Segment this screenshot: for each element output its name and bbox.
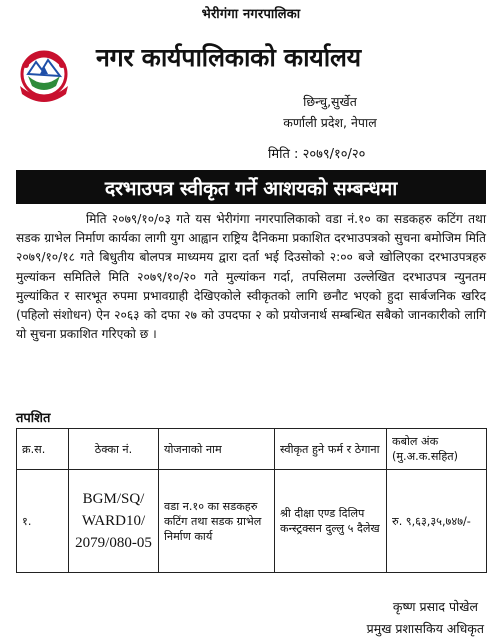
notice-body: [16, 210, 486, 344]
address-line-2: कर्णाली प्रदेश, नेपाल: [283, 115, 377, 130]
cell-contract-no: BGM/SQ/ WARD10/ 2079/080-05: [69, 470, 159, 573]
cell-serial: १.: [17, 470, 69, 573]
table-header-row: [17, 429, 487, 470]
municipality-name: भेरीगंगा नगरपालिका: [201, 7, 301, 22]
table-row: [17, 470, 487, 573]
address-line-1: छिन्चु,सुर्खेत: [303, 94, 357, 109]
col-header-project-name: योजनाको नाम: [159, 429, 275, 470]
col-header-serial: क्र.स.: [17, 429, 69, 470]
notice-title: दरभाउपत्र स्वीकृत गर्ने आशयको सम्बन्धमा: [104, 176, 398, 200]
notice-body-text: मिति २०७९/१०/०३ गते यस भेरीगंगा नगरपालिकाको वडा नं.१० का सडकहरु कटिंग तथा सडक ग्राभेल निर्माण कार्यका लागी युग आह्वान राष्ट्रिय दैनिकमा प्रकाशित दरभाउपत्रको सुचना बमोजिम मिति २०७९/१०/१८ गते बिधुतीय बोलपत्र माध्यमय द्वारा दर्ता भई दिउसोको २:०० बजे खोलिएका दरभाउपत्रहरु मुल्यांकन समितिले मिति २०७९/१०/२० गते मुल्यांकन गर्दा, तपसिलमा उल्लेखित दरभाउपत्र न्युनतम मुल्यांकित र सारभूत रुपमा प्रभावग्राही देखिएकोले स्वीकृतको लागि छनौट भएको हुदा सार्बजनिक खरिद (पहिलो संशोधन) ऐन २०६३ को दफा २७ को उपदफा २ को प्रयोजनार्थ सम्बन्धित सबैको जानकारीको लागि यो सुचना प्रकाशित गरिएको छ ।: [16, 212, 486, 342]
cell-bid-amount: रु. ९,६३,३५,७४७/-: [387, 470, 487, 573]
signatory-title: प्रमुख प्रशासकिय अधिकृत: [366, 621, 484, 636]
signatory-name: कृष्ण प्रसाद पोखेल: [392, 599, 478, 614]
cell-firm: श्री दीक्षा एण्ड दिलिप कन्स्ट्रक्सन दुल्लु ५ दैलेख: [275, 470, 387, 573]
col-header-contract-no: ठेक्का नं.: [69, 429, 159, 470]
government-emblem-icon: [14, 40, 74, 102]
col-header-bid-amount: कबोल अंक (मु.अ.क.सहित): [387, 429, 487, 470]
cell-project-name: वडा न.१० का सडकहरु कटिंग तथा सडक ग्राभेल निर्माण कार्य: [159, 470, 275, 573]
col-header-firm: स्वीकृत हुने फर्म र ठेगाना: [275, 429, 387, 470]
contract-table: [16, 428, 487, 573]
office-title: नगर कार्यपालिकाको कार्यालय: [96, 43, 361, 72]
annex-title: तपशित: [16, 411, 51, 426]
notice-date: मिति : २०७९/१०/२०: [268, 147, 366, 162]
notice-title-banner: [16, 170, 486, 204]
